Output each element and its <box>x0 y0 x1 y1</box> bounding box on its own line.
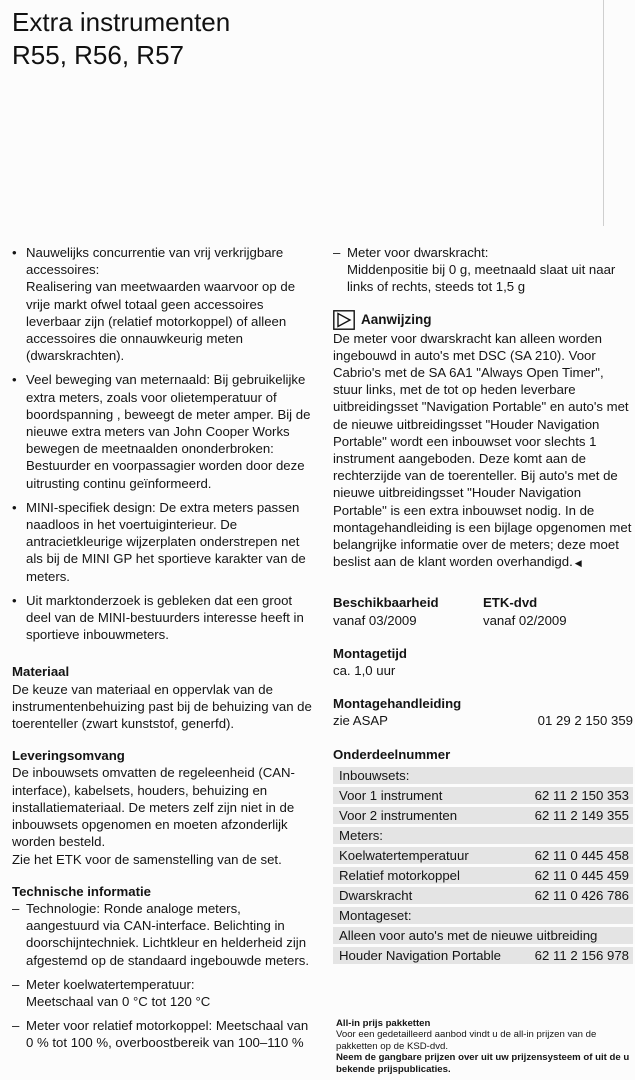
section-heading: Technische informatie <box>12 883 151 899</box>
beschikbaarheid: Beschikbaarheid vanaf 03/2009 <box>333 595 439 628</box>
parts-table <box>333 767 633 964</box>
parts-group-label: Inbouwsets: <box>333 767 633 784</box>
tech-item: – Meter koelwatertemperatuur: Meetschaal van 0 °C tot 120 °C <box>12 976 317 1010</box>
parts-note: Alleen voor auto's met de nieuwe uitbreiding <box>333 927 633 944</box>
onderdeelnummer: Onderdeelnummer Inbouwsets: Voor 1 instrument 62 11 2 150 353 Voor 2 instrumenten 62 11 2 149 355 Meters: Koelwatertemperatuur 62 11 0 445 458 Relatief motorkoppel 62 11 0 445 459 Dwarskracht 62 11 0 426 786 Montageset: Alleen voor auto's met de nieuwe uitbreiding Houder Navigation Portable 62 11 2 156 978 <box>333 746 633 964</box>
parts-row: Dwarskracht 62 11 0 426 786 <box>333 887 633 904</box>
title-line-2: R55, R56, R57 <box>12 40 184 70</box>
parts-row: Houder Navigation Portable 62 11 2 156 978 <box>333 947 633 964</box>
parts-row: Koelwatertemperatuur 62 11 0 445 458 <box>333 847 633 864</box>
footer-note: All-in prijs pakketten Voor een gedetailleerd aanbod vindt u de all-in prijzen van de pakketten op de KSD-dvd. Neem de gangbare prijzen over uit uw prijzensysteem of uit de u bekende prijspublicaties. <box>336 1018 634 1075</box>
right-column <box>333 244 633 967</box>
page-title <box>12 6 230 72</box>
aanwijzing-heading: Aanwijzing <box>361 312 432 327</box>
leveringsomvang-section: Leveringsomvang De inbouwsets omvatten de regeleenheid (CAN-interface), kabelsets, houders, behuizing en installatiemateriaal. De meters zelf zijn niet in de inbouwsets opgenomen en moeten afzonderlijk worden besteld. Zie het ETK voor de samenstelling van de set. <box>12 747 317 867</box>
tech-item: – Technologie: Ronde analoge meters, aangestuurd via CAN-interface. Belichting in doorschijntechniek. Lichtkleur en helderheid zijn afgestemd op de standaard ingebouwde meters. <box>12 900 317 969</box>
parts-group-label: Montageset: <box>333 907 633 924</box>
section-heading: Leveringsomvang <box>12 748 125 764</box>
parts-row: Relatief motorkoppel 62 11 0 445 459 <box>333 867 633 884</box>
section-heading: Materiaal <box>12 664 70 680</box>
vertical-rule <box>603 0 604 226</box>
play-triangle-icon <box>333 310 355 330</box>
tech-item: – Meter voor relatief motorkoppel: Meetschaal van 0 % tot 100 %, overboostbereik van 100–110 % <box>12 1017 317 1051</box>
aanwijzing-header <box>333 310 633 330</box>
montagehandleiding: Montagehandleiding zie ASAP 01 29 2 150 359 <box>333 696 633 729</box>
title-line-1: Extra instrumenten <box>12 7 231 37</box>
bullet-item: • Nauwelijks concurrentie van vrij verkrijgbare accessoires: Realisering van meetwaarden waarvoor op de vrije markt ofwel totaal geen accessoires leverbaar zijn (relatief motorkoppel) of alleen accessoires die onnauwkeurig meten (dwarskrachten). <box>12 244 317 364</box>
materiaal-section: Materiaal De keuze van materiaal en oppervlak van de instrumentenbehuizing past bij de behuizing van de toerenteller (zwart kunststof, generfd). <box>12 663 317 732</box>
etk-dvd: ETK-dvd vanaf 02/2009 <box>483 595 567 628</box>
availability-row <box>333 594 633 628</box>
dwarskracht-list <box>333 244 633 296</box>
feature-bullets <box>12 244 317 643</box>
parts-row: Voor 1 instrument 62 11 2 150 353 <box>333 787 633 804</box>
montagetijd: Montagetijd ca. 1,0 uur <box>333 645 407 679</box>
left-column <box>12 244 317 1067</box>
tech-item: – Meter voor dwarskracht: Middenpositie bij 0 g, meetnaald slaat uit naar links of rechts, steeds tot 1,5 g <box>333 244 633 296</box>
footer-heading: All-in prijs pakketten <box>336 1018 431 1029</box>
bullet-item: • Veel beweging van meternaald: Bij gebruikelijke extra meters, zoals voor olietemperatuur of boordspanning , beweegt de meter amper. Bij de nieuwe extra meters van John Cooper Works bewegen de meetnaalden ononderbroken: Bestuurder en voorpassagier worden door deze uitrusting continu geïnformeerd. <box>12 371 317 491</box>
aanwijzing-text: De meter voor dwarskracht kan alleen worden ingebouwd in auto's met DSC (SA 210). Voor Cabrio's met de SA 6A1 "Always Open Timer", stuur links, met de tot op heden leverbare uitbreidingsset "Navigation Portable" en auto's met de nieuwe uitbreidingsset "Houder Navigation Portable" wordt een inbouwset voor slechts 1 instrument aangeboden. Deze komt aan de rechterzijde van de toerenteller. Bij auto's met de nieuwe uitbreidingsset "Houder Navigation Portable" is een extra inbouwset nodig. In de montagehandleiding is een bijlage opgenomen met belangrijke informatie over de meters; deze moet beslist aan de klant worden overhandigd. ◀ <box>333 330 632 570</box>
tech-list <box>12 900 317 1052</box>
parts-row: Voor 2 instrumenten 62 11 2 149 355 <box>333 807 633 824</box>
bullet-item: • MINI-specifiek design: De extra meters passen naadloos in het voertuiginterieur. De antracietkleurige wijzerplaten onderstrepen net als bij de MINI GP het sportieve karakter van de meters. <box>12 499 317 585</box>
parts-group-label: Meters: <box>333 827 633 844</box>
technische-section <box>12 883 317 1052</box>
end-marker-icon: ◀ <box>574 558 582 569</box>
bullet-item: • Uit marktonderzoek is gebleken dat een groot deel van de MINI-bestuurders interesse heeft in sportieve inbouwmeters. <box>12 592 317 644</box>
